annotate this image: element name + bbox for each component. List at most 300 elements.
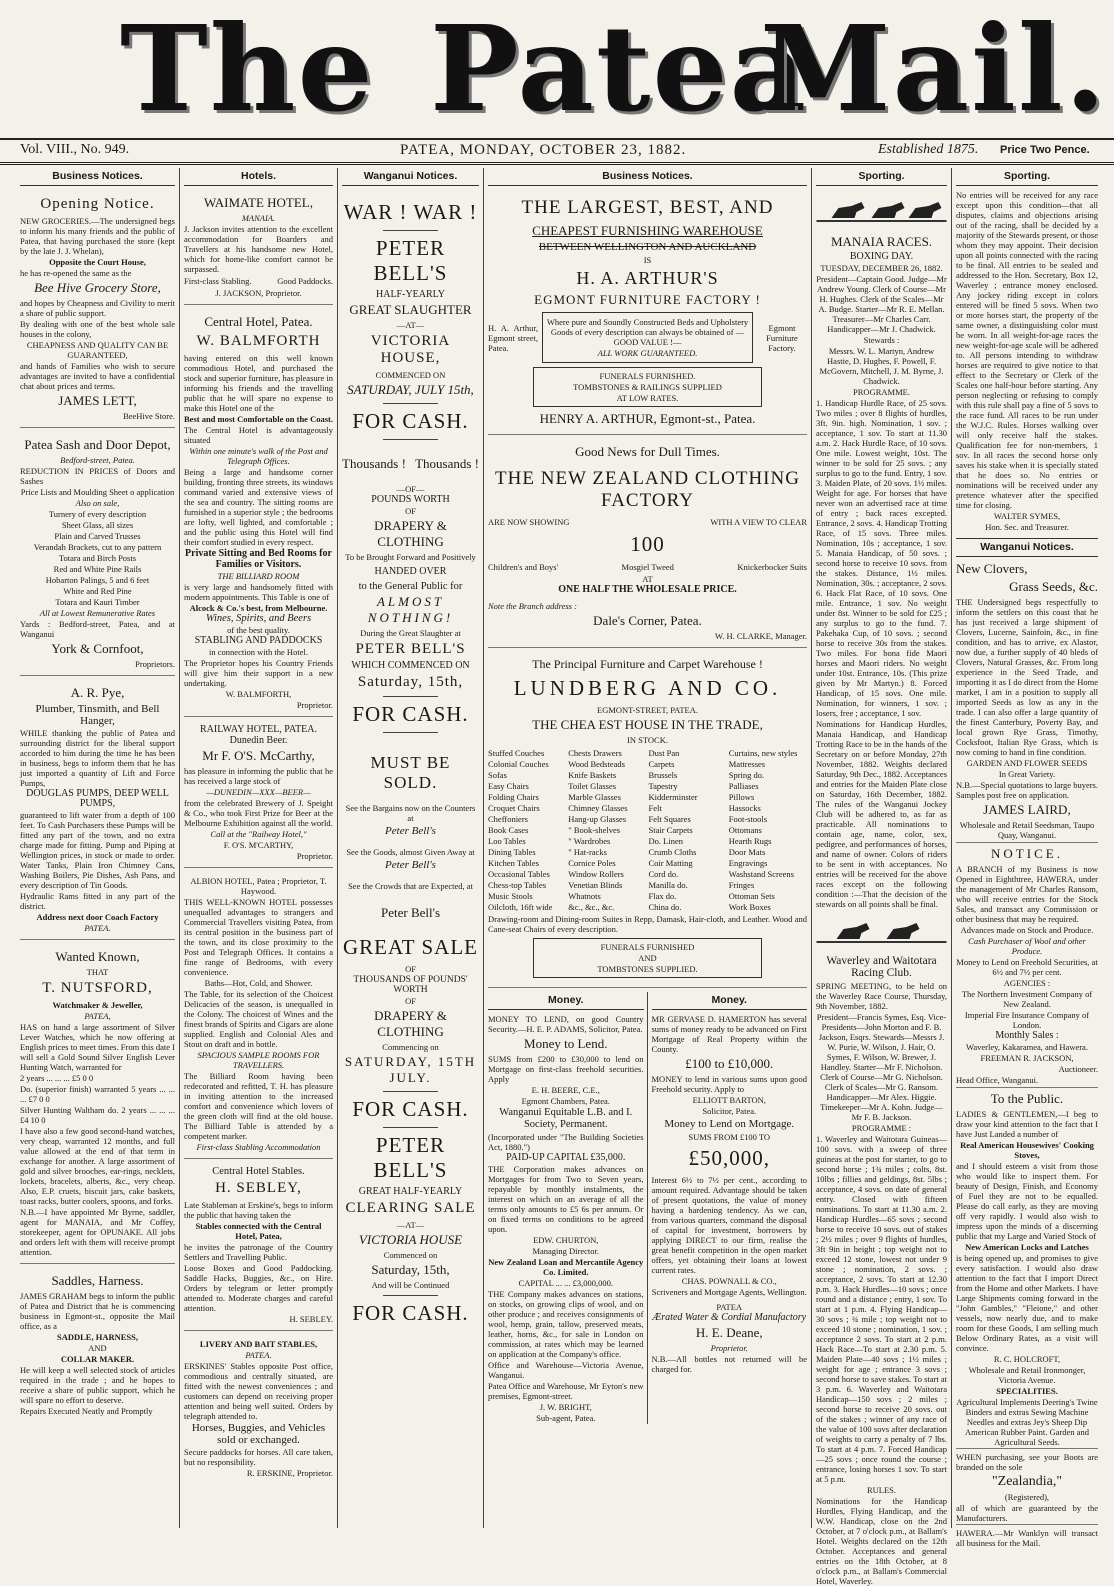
ad-body: Messrs. W. L. Martyn, Andrew Hastie, D. Hughes, F. Powell, F. McGovern, Mitchell, J. M. Byrne, J. Chadwick. [819,346,944,386]
ad-line: Watchmaker & Jeweller, [52,1000,143,1010]
ad-line: of the best quality. [227,625,290,635]
ad-body: from the celebrated Brewery of J. Speight & Co., who took First Prize for Beer at the Melbourne Exhibition against all the world. [184,798,333,828]
masthead-word-the: The [120,0,375,138]
stock-item: Colonial Couches [488,759,549,769]
ad-line: IN STOCK. [627,735,668,745]
ad-line: —AT— [396,1220,425,1230]
ad-price-line: Do. (superior finish) warranted 5 years ... ... ... £7 0 0 [20,1084,175,1104]
ad-line: HALF-YEARLY [376,289,445,300]
ad-body: guaranteed to lift water from a depth of 100 feet. To Cash Purchasers these Pumps will be fitted any part of the town, and no extra charge made for fitting. Pump and Piping at Wellington prices, in stock or made to order. Water Tanks, Plain Iron Chimney Cans, Washing Boilers, Pie Dishes, Ash Pans, and every description of Tin Goods. [20,810,175,890]
ad-signature: ELLIOTT BARTON, [692,1095,766,1105]
stock-item: " Wardrobes [568,836,611,846]
ad-line: PATEA. [245,1350,272,1360]
ad-body: SUMS from £200 to £30,000 to lend on Mortgage on first-class freehold securities. Apply [488,1054,644,1084]
ad-line: IS [643,255,652,265]
ad-body: THE Corporation makes advances on Mortgages for from Two to Seven years, repayable by monthly instalments, the interest on which on an average of all the terms only amounts to £5 6s per annum. Or on fixed terms on conditions to be agreed upon. [488,1164,644,1234]
established: Established 1875. [878,142,979,157]
ad-line: GREAT SLAUGHTER [349,302,472,317]
ad-body: LADIES & GENTLEMEN,—I beg to draw your kind attention to the fact that I have Just Landed a number of [956,1109,1098,1139]
ad-signature: W. BALMFORTH, [225,689,292,699]
ad-signature: R. ERSKINE, Proprietor. [246,1468,333,1478]
ad-title: RAILWAY HOTEL, PATEA. [199,724,318,735]
ad-line: PATEA, [84,1011,111,1021]
ad-body: Drawing-room and Dining-room Suites in Repp, Damask, Hair-cloth, and Leather. Wood and Cane-seat Chairs of every description. [488,914,807,934]
ad-title: New Clovers, [956,561,1028,576]
ad-line: FUNERALS FURNISHED. [599,371,696,381]
ad-line: Proprietor. [710,1343,748,1353]
stock-item: Whatnots [568,891,601,901]
ad-line: PATEA [716,1302,743,1312]
ad-line: OF [405,506,416,516]
stock-item: Window Rollers [568,869,624,879]
ad-line: AGENCIES : [1003,978,1051,988]
stock-item: Folding Chairs [488,792,539,802]
ad-body: he invites the patronage of the Country Settlers and Travelling Public. [184,1242,333,1262]
ad-headline: WAR ! WAR ! [343,200,478,224]
stock-item: Washstand Screens [728,869,794,879]
ad-line: Totara and Kauri Timber [55,597,140,607]
stock-item: Oilcloth, 16ft wide [488,902,553,912]
ad-signature: EDW. CHURTON, [533,1235,599,1245]
ad-signature: R. C. HOLCROFT, [993,1354,1061,1364]
ad-line: Within one minute's walk of the Post and Telegraph Offices. [189,446,328,466]
ad-line: Price Lists and Moulding Sheet o application [20,487,175,497]
ad-line: Note the Branch address : [488,601,577,611]
stock-item: " Hat-racks [568,847,607,857]
ad-line: Baths—Hot, Cold, and Shower. [204,978,313,988]
ad-opening-notice [20,190,175,428]
ad-albion-hotel [184,872,333,1159]
ad-line: RULES. [866,1485,897,1495]
ad-line: Monthly Sales : [995,1030,1059,1041]
stock-item: Hang-up Glasses [568,814,627,824]
ad-line: AT LOW RATES. [616,393,679,403]
ad-railway-hotel [184,721,333,868]
ad-signature: J. W. BRIGHT, [539,1402,592,1412]
columns [16,168,1102,1586]
ad-title: Saddles, Harness. [51,1273,144,1288]
ad-line: Sheet Glass, all sizes [61,520,134,530]
stock-item: Chests Drawers [568,748,622,758]
stock-item: Ottoman Sets [728,891,775,901]
ad-line: THE BILLIARD ROOM [217,571,300,581]
stock-col-3 [649,747,727,913]
ad-body: The Central Hotel is advantageously situated [184,425,333,445]
stock-item: Carpets [648,759,675,769]
ad-body: all of which are guaranteed by the Manufacturers. [956,1503,1098,1523]
ad-body: and hopes by Cheapness and Civility to merit a share of public support. [20,298,175,318]
stock-item: Chimney Glasses [568,803,628,813]
stock-col-1 [488,747,566,913]
stock-item: &c., &c., &c. [568,902,615,912]
ad-title: A. R. Pye, [70,685,125,700]
ad-body: MR GERVASE D. HAMERTON has several sums of money ready to be advanced on First Mortgage of Real Property within the County. [651,1014,807,1054]
ad-price-line: Silver Hunting Waltham do. 2 years ... ... ... £4 10 0 [20,1105,175,1125]
ad-line: Bedford-street, Patea. [60,455,135,465]
ad-body: President—Captain Good. Judge—Mr Andrew Young. Clerk of Course—Mr H. Hughes. Clerk of the Scales—Mr A. Budge. Starter—Mr R. E. Mellan. Treasurer—Mr Charles Carr. Handicapper—Mr J. Chadwick. [816,274,947,334]
column-heading: Hotels. [184,168,333,186]
ad-line: to the General Public for [358,581,463,592]
stock-item: Kitchen Tables [488,858,539,868]
ad-line: Best and most Comfortable on the Coast. [184,414,333,424]
ad-line: Cash Purchaser of Wool and other Produce. [968,936,1086,956]
ad-line: DRAPERY & CLOTHING [374,518,447,549]
ad-title: Wanganui Equitable L.B. and I. Society, Permanent. [499,1107,633,1130]
stock-item: " Book-shelves [568,825,621,835]
ad-line: Waverley, Kakaramea, and Hawera. [966,1042,1088,1052]
ad-title: £100 to £10,000. [685,1056,774,1071]
ad-signature: Scriveners and Mortgage Agents, Wellington. [651,1287,807,1297]
ad-body: ERSKINES' Stables opposite Post office, commodious and centrally situated, are fitted with the newest conveniences ; and customers can depend on receiving proper attention and being well suited. Orders by telegraph attended to. [184,1361,333,1421]
stock-item: Flax do. [648,891,677,901]
ad-headline: £50,000, [688,1146,770,1170]
ad-body: and I should esteem a visit from those who would like to inspect them. For beauty of Design, Finish, and Economy of Fuel they are not to be equalled. Please do call early, as they are moving off very rapidly. I would also wish to impress upon the minds of a discerning public that my Large and Varied Stock of [956,1161,1098,1241]
ad-body: Late Stableman at Erskine's, begs to inform the public that having taken the [184,1200,333,1220]
ad-line: Thousands ! [415,456,479,471]
ad-line: Dale's Corner, Patea. [593,613,702,628]
ad-body: HAWERA.—Mr Wanklyn will transact all business for the Mail. [956,1524,1098,1548]
ad-line: DRAPERY & CLOTHING [374,1008,447,1039]
ad-headline: FOR CASH. [352,409,469,433]
ad-body: is being opened up, and promises to give every satisfaction. I would also draw attention to the fact that I import Direct from the Home and other Markets. I have Large Shipments coming forward in the "John Gambles," "Fleione," and other vessels, now nearly due, and to make room for these Goods, I am selling much Below Ordinary Rates, as a visit will convince. [956,1253,1098,1353]
ad-body: MONEY to lend in various sums upon good Freehold security. Apply to [651,1074,807,1094]
ad-line: FUNERALS FURNISHED [600,942,695,952]
ad-title: LIVERY AND BAIT STABLES, [199,1339,318,1349]
ad-line: SPACIOUS SAMPLE ROOMS FOR TRAVELLERS. [197,1050,320,1070]
ad-body: Agricultural Implements Deering's Twine Binders and extras Sewing Machine Needles and extras Jey's Sheep Dip American Rubber Paint. Garden and Agricultural Seeds. [956,1397,1098,1447]
ad-name: H. SEBLEY, [215,1180,302,1196]
stock-item: Spring do. [728,770,765,780]
ad-line: WHICH COMMENCED ON [351,660,470,671]
stock-col-2 [568,747,646,913]
ad-line: COLLAR MAKER. [60,1354,135,1364]
stock-item: Ottomans [728,825,762,835]
horse-race-icon [816,911,947,953]
ad-line: TOMBSTONES SUPPLIED. [597,964,698,974]
ad-body: He will keep a well selected stock of articles required in the trade ; and he hopes to receive a share of public support, which he will spare no effort to deserve. [20,1365,175,1405]
column-heading: Wanganui Notices. [342,168,479,186]
ad-body: N.B.—Special quotations to large buyers. Samples post free on application. [956,780,1098,800]
stock-item: Door Mats [728,847,766,857]
ad-line: New American Locks and Latches [965,1242,1089,1252]
ad-body: N.B.—All bottles not returned will be charged for. [651,1354,807,1374]
ad-line: BOXING DAY. [849,251,914,262]
ad-line: Where pure and Soundly Constructed Beds and Upholstery Goods of every description can always be obtained of —GOOD VALUE !— [546,317,749,347]
ad-title: NOTICE. [956,842,1098,862]
money-columns [488,992,807,1424]
stock-item: Hearth Rugs [728,836,772,846]
dateline: PATEA, MONDAY, OCTOBER 23, 1882. [400,142,687,158]
ad-line: Also on sale, [75,498,120,508]
ad-line: PROGRAMME : [851,1123,912,1133]
ad-body: NEW GROCERIES.—The undersigned begs to inform his many friends and the public of Patea, that having purchased the store (kept by the late J. J. Whelan), [20,216,175,256]
ad-headline: FOR CASH. [352,702,469,726]
ad-line: THAT [86,967,109,977]
ad-body: MONEY TO LEND, on good Country Security.—H. E. P. ADAMS, Solicitor, Patea. [488,1014,644,1034]
ad-pye-plumber [20,680,175,940]
ad-line: Red and White Pine Rails [53,564,142,574]
ad-line: HANDED OVER [374,566,447,577]
ad-line: BETWEEN WELLINGTON AND AUCKLAND [538,241,757,253]
column-wanganui-notices [338,168,484,1528]
stock-item: Occasional Tables [488,869,550,879]
ad-body: WHEN purchasing, see your Boots are branded on the sole [956,1448,1098,1472]
ad-headline: THE LARGEST, BEST, AND [521,197,774,218]
ad-title: Central Hotel Stables. [212,1166,305,1177]
ad-waimate-hotel [184,190,333,305]
ad-line: To be Brought Forward and Positively [345,552,476,562]
ad-line: THE CHEA EST HOUSE IN THE TRADE, [532,717,763,732]
ad-signature: Egmont Chambers, Patea. [521,1096,610,1106]
stock-item: Venetian Blinds [568,880,623,890]
ad-line: MANAIA. [241,213,276,223]
column-heading: Wanganui Notices. [956,538,1098,557]
stock-item: Tapestry [648,781,678,791]
ad-name: T. NUTSFORD, [42,980,153,996]
ad-title: The Principal Furniture and Carpet Warehouse ! [532,657,763,671]
ad-line: (Registered), [1004,1492,1050,1502]
ad-line: PETER BELL'S [355,641,466,657]
stock-item: Sofas [488,770,507,780]
ad-line: —AT— [396,320,425,330]
horse-race-icon [816,190,947,232]
ad-body: J. Jackson invites attention to the excellent accommodation for Boarders and Travellers at his handsome new Hotel, which for home-like comfort cannot be surpassed. [184,224,333,274]
stock-item: Marble Glasses [568,792,621,802]
column-business-notices-2 [484,168,812,1528]
ad-line: SADDLE, HARNESS, [56,1332,138,1342]
ad-title: Waverley and Waitotara Racing Club. [826,955,937,979]
stock-item: Cornice Poles [568,858,616,868]
stock-item: Do. Linen [648,836,683,846]
ad-livery-stables [184,1335,333,1484]
ad-line: ALL WORK GUARANTEED. [597,348,698,358]
ad-body: I have also a few good second-hand watches, very cheap, warranted 12 months, and full value allowed at the end of that term in exchange for another. A large assortment of gold and silver brooches, ear-rings, necklets, lockets, bracelets, alberts, &c., very cheap. Also, E.P. cruets, biscuit jars, cake baskets, toast racks, butter coolers, spoons, and forks. [20,1126,175,1206]
column-heading: Money. [652,992,808,1010]
ad-signature: Hon. Sec. and Treasurer. [985,522,1069,532]
ad-line: Saturday, 15th, [357,674,464,690]
ad-line: H. A. ARTHUR'S [576,268,719,288]
ad-signature: Proprietor. [296,851,333,861]
ad-body: A BRANCH of my Business is now Opened in Eighthtree, HAWERA, under the management of Mr Charles Ransom, who will receive entries for the Stock Sales, and transact any Commission or other business that may be required. [956,864,1098,924]
ad-line: Patea Office and Warehouse, Mr Eyton's new premises, Egmont-street. [488,1381,644,1401]
ad-line: EGMONT FURNITURE FACTORY ! [534,292,761,307]
ad-signature: FREEMAN R. JACKSON, [980,1053,1074,1063]
ad-arthur-furniture [488,190,807,435]
ad-body: Being a large and handsome corner building, fronting three streets, its windows command varied and extensive views of the sea and country. The sitting rooms are furnished in a superior style ; the bedrooms are lofty, well lighted, and comfortable ; and the public using this Hotel will find their comfort studied in every respect. [184,467,333,547]
stock-item: Cheffoniers [488,814,528,824]
ad-line: Plumber, Tinsmith, and Bell Hanger, [35,703,160,727]
ad-title: Good News for Dull Times. [575,444,720,459]
ad-title: Money to Lend. [524,1036,608,1051]
stock-item: Fringes [728,880,755,890]
ad-body: The Table, for its selection of the Choicest Delicacies of the season, is unequalled in the Colony. The choicest of Wines and the finest brands of Spirits and Cigars are alone supplied. English and Colonial Ales and Stout on draft and in bottle. [184,989,333,1049]
stock-item: Stair Carpets [648,825,693,835]
ad-line: Horses, Buggies, and Vehicles sold or exchanged. [191,1422,326,1446]
ad-body: Secure paddocks for horses. All care taken, but no responsibility. [184,1447,333,1467]
ad-line: Totara and Birch Posts [58,553,137,563]
ad-line: PROGRAMME. [853,387,910,397]
stock-item: Book Cases [488,825,529,835]
ad-line: Repairs Executed Neatly and Promptly [20,1406,153,1416]
ad-line: Hobarton Palings, 5 and 6 feet [45,575,150,585]
ad-line: Stewards : [863,335,900,345]
ad-line: he has re-opened the same as the [20,268,132,278]
stock-item: Easy Chairs [488,781,529,791]
ad-signature: Auctioneer. [1058,1064,1098,1074]
stock-item: Mattresses [728,759,766,769]
ad-title: ALBION HOTEL, Patea ; Proprietor, T. Haywood. [190,876,327,896]
ad-body: is very large and handsomely fitted with modern appointments. This Table is one of [184,582,333,602]
ad-price-line: 2 years ... ... ... £5 0 0 [20,1073,94,1083]
ad-body: has pleasure in informing the public that he has received a large stock of [184,766,333,786]
ad-signature: Managing Director. [532,1246,600,1256]
ad-line: PAID-UP CAPITAL £35,000. [506,1152,626,1163]
ad-line: Money to Lend on Freehold Securities, at 6½ and 7½ per cent. [956,957,1098,977]
ad-line: Private Sitting and Bed Rooms for Families or Visitors. [185,548,332,570]
ad-headline: FOR CASH. [352,1097,469,1121]
ad-line: Advances made on Stock and Produce. [960,925,1094,935]
ad-title: Wanted Known, [55,949,140,964]
ad-signature: JAMES LAIRD, [983,802,1071,817]
ad-headline: PETER BELL'S [373,236,448,285]
ad-line: VICTORIA HOUSE, [370,333,451,366]
ad-line: All at Lowest Remunerative Rates [39,608,156,618]
ad-body: The Proprietor hopes his Country Friends will give him their support in a new undertaking. [184,658,333,688]
ad-line: CLEARING SALE [345,1200,476,1216]
column-heading: Business Notices. [20,168,175,186]
ad-name: W. BALMFORTH [196,333,321,349]
ad-body: JAMES GRAHAM begs to inform the public of Patea and District that he is commencing business in Egmont-st., opposite the Mail office, as a [20,1291,175,1331]
column-sporting [812,168,952,1586]
ad-line: Head Office, Wanganui. [956,1075,1039,1085]
ad-line: SATURDAY, JULY 15th, [347,382,474,397]
stock-item: Hassocks [728,803,761,813]
ad-store-name: Bee Hive Grocery Store, [34,280,161,295]
column-hotels [180,168,338,1528]
ad-line: The Northern Investment Company of New Zealand. [961,989,1093,1009]
ad-headline: MUST BE SOLD. [370,753,451,792]
ad-title: MANAIA RACES. [830,234,933,249]
ad-line: AT [642,574,653,584]
ad-title: Opening Notice. [40,196,155,212]
ad-body: No entries will be received for any race except upon this condition—that all disputes, claims and objections arising out of the racing, shall be decided by a majority of the Stewards present, or those whom they may appoint. Their decision upon all points connected with the racing to be final. All entries to be sealed and addressed to the Hon. Secretary, Box 12, Waverley ; entrance money enclosed. Any jockey riding except in colors entered will be fined 5 sovs. When two or more horses start, the property of the same owner, a distinguishing color must be worn. In all weight-for-age races the new weight-for-age scale will be adhered to. All persons intending to withdraw horses are required to give notice to that effect to the Secretary or Clerk of the Scales one half-hour before starting. Any person neglecting or refusing to comply with this rule shall pay a fine of 5 sovs to the race fund. All races to be run under the W.J.C. Rules. Horses walking over will only receive half the stakes. Qualification fee for non-members, 1 sov. In all races the second horse only saves his stake when it is specially stated that he does so. No entries or nominations will be received under any pretence whatever after the specified time for closing. [956,190,1098,510]
ad-line: And will be Continued [371,1280,450,1290]
money-col-1 [488,992,648,1424]
ad-body: The Billiard Room having been redecorated and refitted, T. H. has pleasure in inviting attention to the increased comfort and convenience which lovers of the green cloth will find at the old house. The Billiard Table is attended by a competent marker. [184,1071,333,1141]
ad-line: CHEAPNESS AND QUALITY CAN BE GUARANTEED, [26,340,169,360]
column-business-notices [16,168,180,1528]
ad-signature: F. O'S. M'CARTHY, [223,840,294,850]
ad-signature: BeeHive Store. [123,411,175,421]
stock-item: Felt [648,803,662,813]
ad-line: Opposite the Court House, [49,257,146,267]
ad-lundberg [488,652,807,988]
ad-body: By dealing with one of the best whole sale houses in the colony, [20,319,175,339]
stock-item: Manilla do. [648,880,688,890]
ad-line: SATURDAY, 15TH JULY. [344,1054,477,1085]
stock-item: Cord do. [648,869,679,879]
stock-item: Croquet Chairs [488,803,540,813]
ad-line: Commenced on [383,1250,438,1260]
ad-signature: E. H. BEERE, C.E., [531,1085,600,1095]
stock-item: Toilet Glasses [568,781,617,791]
ad-line: First-class Stabling Accommodation [196,1142,321,1152]
ad-line: See the Bargains now on the Counters at [345,803,476,823]
ad-line: Thousands ! [342,456,406,471]
ad-line: Saturday, 15th, [371,1262,450,1277]
ad-body: 1. Waverley and Waitotara Guineas—100 sovs. with a sweep of three guineas at the post for starter, to go to second horse ; 1¾ miles ; colts, 8st. 10lbs ; fillies and geldings, 8st. 5lbs ; acceptance, 4 sovs. on date of general entry. Closed with fifteen nominations. To start at 11.30 a.m. 2. Handicap Hurdles—65 sovs ; second horse to receive 10 sovs. out of stakes ; 2½ miles ; over 9 flights of hurdles, 3ft 9in in height ; top weight not to exceed 12 stone, lowest not under 9 stone ; nomination, 2 sovs. ; acceptance, 2 sovs. To start at 12.30 p.m. 3. Hack Hurdles—10 sovs ; once round and a distance ; entry, 1 sov. To start at 1 p.m. 4. Flying Handicap—30 sovs ; ¾ mile ; top weight not to exceed 10 stone ; nomination, 1 sov. ; acceptance 2 sovs. To start at 2 p.m. Hack Race—To start at 2.30 p.m. 5. Maiden Plate—40 sovs ; 1½ miles ; weight for age ; entrance 3 sovs ; second horse to save stakes. To start at 3 p.m. 6. Waverley and Waitotara Handicap—150 sovs ; 2 miles ; second horse to receive 20 sovs. out of the stakes ; winner of any race of the value of 100 sovs after declaration of weights to carry a penalty of 7 lbs. To start at 4 p.m. 7. Forced Handicap—25 sovs ; once round the course ; entrance, losing horses 1 sov. To start at 5 p.m. [816,1134,947,1484]
ad-line: Mosgiel Tweed [621,562,674,572]
ad-body: (Incorporated under "The Building Societies Act, 1880.") [488,1132,644,1152]
ad-signature: HENRY A. ARTHUR, Egmont-st., Patea. [539,411,756,426]
ad-central-hotel [184,309,333,717]
ad-headline: GREAT SALE [342,935,479,959]
ad-line: SPECIALITIES. [996,1386,1058,1396]
stock-item: Brussels [648,770,678,780]
stock-col-4 [729,747,807,913]
stock-item: Dust Pan [648,748,680,758]
ad-line: ONE HALF THE WHOLESALE PRICE. [558,584,737,595]
ad-body: Yards : Bedford-street, Patea, and at Wanganui [20,619,175,639]
ad-body: Hydraulic Rams fitted in any part of the district. [20,891,175,911]
volume-number: Vol. VIII., No. 949. [20,142,130,157]
ad-headline: THE NEW ZEALAND CLOTHING FACTORY [495,468,800,511]
stock-item: Coir Matting [648,858,693,868]
ad-body: HAS on hand a large assortment of Silver Lever Watches, which he now offering at English prices to meet times. From this date I will sell a Gold Sound Silver English Lever Hunting Watch, warranted for [20,1022,175,1072]
ad-line: Imperial Fire Insurance Company of London. [964,1010,1090,1030]
ad-central-stables [184,1163,333,1331]
ad-line: EGMONT-STREET, PATEA. [597,705,698,715]
stock-list [488,747,807,913]
ad-line: White and Red Pine [63,586,132,596]
ad-line: TUESDAY, DECEMBER 26, 1882. [820,263,943,273]
ad-signature: Wholesale and Retail Seedsman, Taupo Quay, Wanganui. [959,820,1095,840]
ad-title: Money to Lend on Mortgage. [664,1118,795,1130]
stock-item: Kidderminster [648,792,698,802]
column-heading: Sporting. [816,168,947,186]
ad-line: Real American Housewives' Cooking Stoves, [960,1140,1094,1160]
ad-signature: Wholesale and Retail Ironmonger, Victoria Avenue. [968,1365,1086,1385]
ad-headline: LUNDBERG AND CO. [513,676,782,700]
ad-signature: WALTER SYMES, [993,511,1061,521]
money-col-2 [652,992,808,1424]
ad-body: President—Francis Symes, Esq. Vice-Presidents—John Morton and F. B. Jackson, Esqrs. Stewards—Messrs J. W. Purie, W. Wilson, J. Hair, O. Symes, F. Wilson, W. Brewer, J. Handley. Starter—Mr F. Nicholson. Clerk of Course—Mr G. Nicholson. Clerk of Scales—Mr G. Ransom. Handicapper—Mr Alex. Higgie. Timekeeper—Mr A. Kohn. Judge—Mr F. B. Jackson. [816,1012,947,1122]
ad-line: Office and Warehouse—Victoria Avenue, Wanganui. [488,1360,644,1380]
price: Price Two Pence. [1000,144,1090,156]
ad-line: GREAT HALF-YEARLY [358,1186,463,1197]
ad-name: H. E. Deane, [695,1325,763,1340]
ad-title: WAIMATE HOTEL, [203,195,314,210]
ad-body: SPRING MEETING, to be held on the Waverley Race Course, Thursday, 9th November, 1882. [816,981,947,1011]
ad-line: ARE NOW SHOWING [488,517,570,527]
ad-line: Egmont Furniture Factory. [766,322,798,353]
ad-line: WITH A VIEW TO CLEAR [710,517,807,527]
ad-signature: Proprietors. [135,659,175,669]
ad-line: Call at the "Railway Hotel," [210,829,307,839]
masthead-word-mail: Mail. [760,0,1108,138]
ad-title: "Zealandia," [991,1474,1063,1489]
ad-line: Good Paddocks. [277,276,333,286]
ad-line: DOUGLAS PUMPS, DEEP WELL PUMPS, [26,788,169,809]
ad-signature: Sub-agent, Patea. [536,1413,596,1423]
ad-line: THOUSANDS OF POUNDS' WORTH [353,975,468,995]
masthead [0,0,1114,140]
ad-line: SUMS FROM £100 TO [688,1132,771,1142]
column-heading: Money. [488,992,644,1010]
ad-body: Nominations for Handicap Hurdles, Manaia Handicap, and Handicap Trotting Race to be in the hands of the Secretary on or before Monday, 27th November, 1882. Weights declared Saturday, 9th Dec., 1882. Acceptances and entries for the Maiden Plate close on Saturday, 16th December, 1882. The rules of the Wanganui Jockey Club will be adhered to, as far as practicable. All nominations to contain age, name, color, sex, pedigree, and performances of horses, and name of owner. Colors of riders to be sent in with acceptances. No entries will be received for the above races except on the following condition :—That the decision of the stewards on all points shall be final. [816,719,947,909]
stock-item: China do. [648,902,682,912]
stock-item: Loo Tables [488,836,526,846]
